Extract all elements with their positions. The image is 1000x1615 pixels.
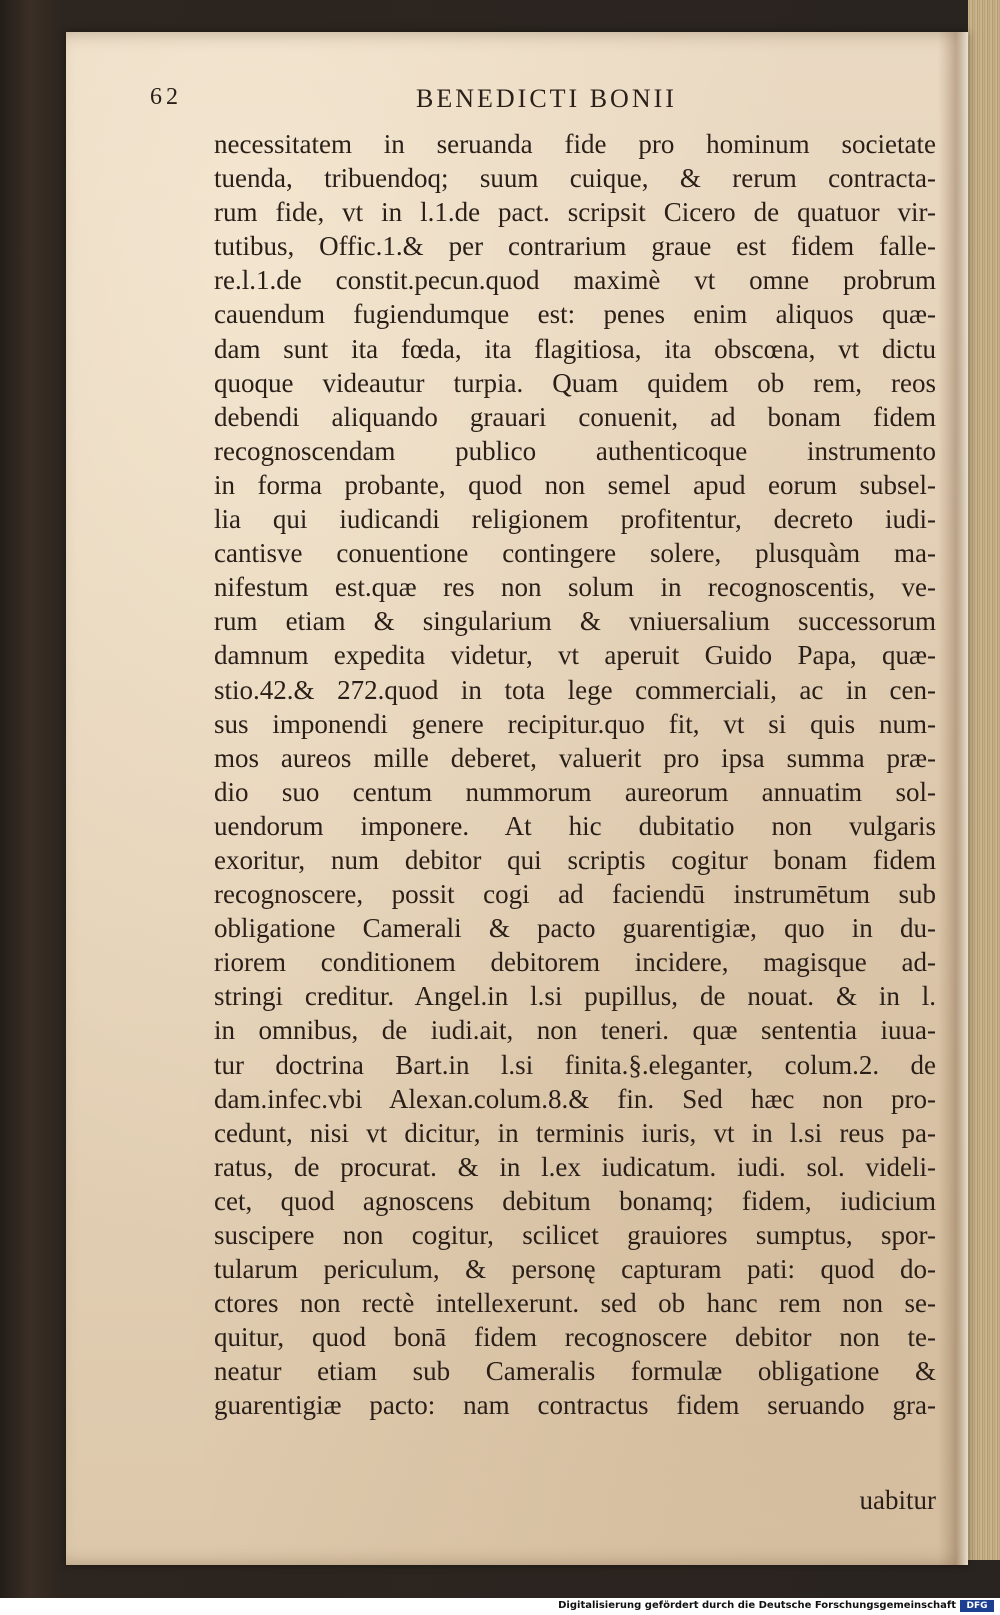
text-line: recognoscendam publico authenticoque instrumento [214, 435, 936, 466]
page-header [150, 84, 790, 120]
catchword: uabitur [859, 1485, 936, 1515]
running-head: BENEDICTI BONII [416, 84, 677, 113]
text-line: cauendum fugiendumque est: penes enim aliquos quæ- [214, 299, 936, 330]
text-line: dio suo centum nummorum aureorum annuatim sol- [214, 776, 936, 807]
text-line: necessitatem in seruanda fide pro hominum societate [214, 129, 936, 159]
text-line: ratus, de procurat. & in l.ex iudicatum. iudi. sol. videli- [214, 1151, 936, 1182]
text-line: uendorum imponere. At hic dubitatio non vulgaris [214, 810, 936, 841]
text-line: tularum periculum, & personę capturam pati: quod do- [214, 1254, 936, 1285]
footer-bar [0, 1598, 1000, 1615]
text-line: stringi creditur. Angel.in l.si pupillus, de nouat. & in l. [214, 981, 936, 1012]
book-fore-edge [968, 0, 1000, 1560]
text-line: damnum expedita videtur, vt aperuit Guido Papa, quæ- [214, 640, 936, 671]
text-line: obligatione Camerali & pacto guarentigiæ, quo in du- [214, 913, 936, 944]
text-line: ctores non rectè intellexerunt. sed ob hanc rem non se- [214, 1288, 936, 1319]
text-line: sus imponendi genere recipitur.quo fit, vt si quis num- [214, 708, 936, 739]
text-line: re.l.1.de constit.pecun.quod maximè vt omne probrum [214, 265, 936, 296]
text-line: cet, quod agnoscens debitum bonamq; fidem, iudicium [214, 1185, 936, 1216]
text-line: exoritur, num debitor qui scriptis cogitur bonam fidem [214, 844, 936, 875]
text-line: suscipere non cogitur, scilicet grauiores sumptus, spor- [214, 1220, 936, 1250]
text-line: quitur, quod bonā fidem recognoscere debitor non te- [214, 1322, 936, 1353]
text-line: stio.42.& 272.quod in tota lege commerciali, ac in cen- [214, 674, 936, 705]
text-line: in forma probante, quod non semel apud eorum subsel- [214, 469, 936, 500]
text-line: tuenda, tribuendoq; suum cuique, & rerum contracta- [214, 163, 936, 194]
dfg-logo: DFG [960, 1600, 994, 1612]
text-line: cedunt, nisi vt dicitur, in terminis iuris, vt in l.si reus pa- [214, 1117, 936, 1148]
text-line: neatur etiam sub Cameralis formulæ obligatione & [214, 1356, 936, 1387]
text-line: lia qui iudicandi religionem profitentur, decreto iudi- [214, 504, 936, 535]
text-line: tutibus, Offic.1.& per contrarium graue est fidem falle- [214, 231, 936, 262]
text-line: debendi aliquando grauari conuenit, ad bonam fidem [214, 401, 936, 432]
text-line: dam.infec.vbi Alexan.colum.8.& fin. Sed hæc non pro- [214, 1083, 936, 1114]
text-line: nifestum est.quæ res non solum in recognoscentis, ve- [214, 572, 936, 603]
text-line: rum fide, vt in l.1.de pact. scripsit Cicero de quatuor vir- [214, 197, 936, 228]
text-line: mos aureos mille deberet, valuerit pro ipsa summa præ- [214, 742, 936, 773]
text-line: dam sunt ita fœda, ita flagitiosa, ita obscœna, vt dictu [214, 333, 936, 364]
text-line: quoque videautur turpia. Quam quidem ob rem, reos [214, 367, 936, 398]
text-line: recognoscere, possit cogi ad faciendū instrumētum sub [214, 879, 936, 910]
text-line: cantisve conuentione contingere solere, plusquàm ma- [214, 538, 936, 569]
text-line: guarentigiæ pacto: nam contractus fidem seruando gra- [214, 1390, 936, 1421]
text-line: rum etiam & singularium & vniuersalium successorum [214, 606, 936, 637]
body-text [214, 127, 936, 1423]
page-number: 62 [150, 84, 182, 110]
text-line: riorem conditionem debitorem incidere, magisque ad- [214, 947, 936, 978]
page-gutter-shadow [938, 32, 968, 1565]
text-line: tur doctrina Bart.in l.si finita.§.eleganter, colum.2. de [214, 1049, 936, 1080]
funding-credit: Digitalisierung gefördert durch die Deutsche Forschungsgemeinschaft [558, 1600, 956, 1611]
text-line: in omnibus, de iudi.ait, non teneri. quæ sententia iuua- [214, 1015, 936, 1046]
